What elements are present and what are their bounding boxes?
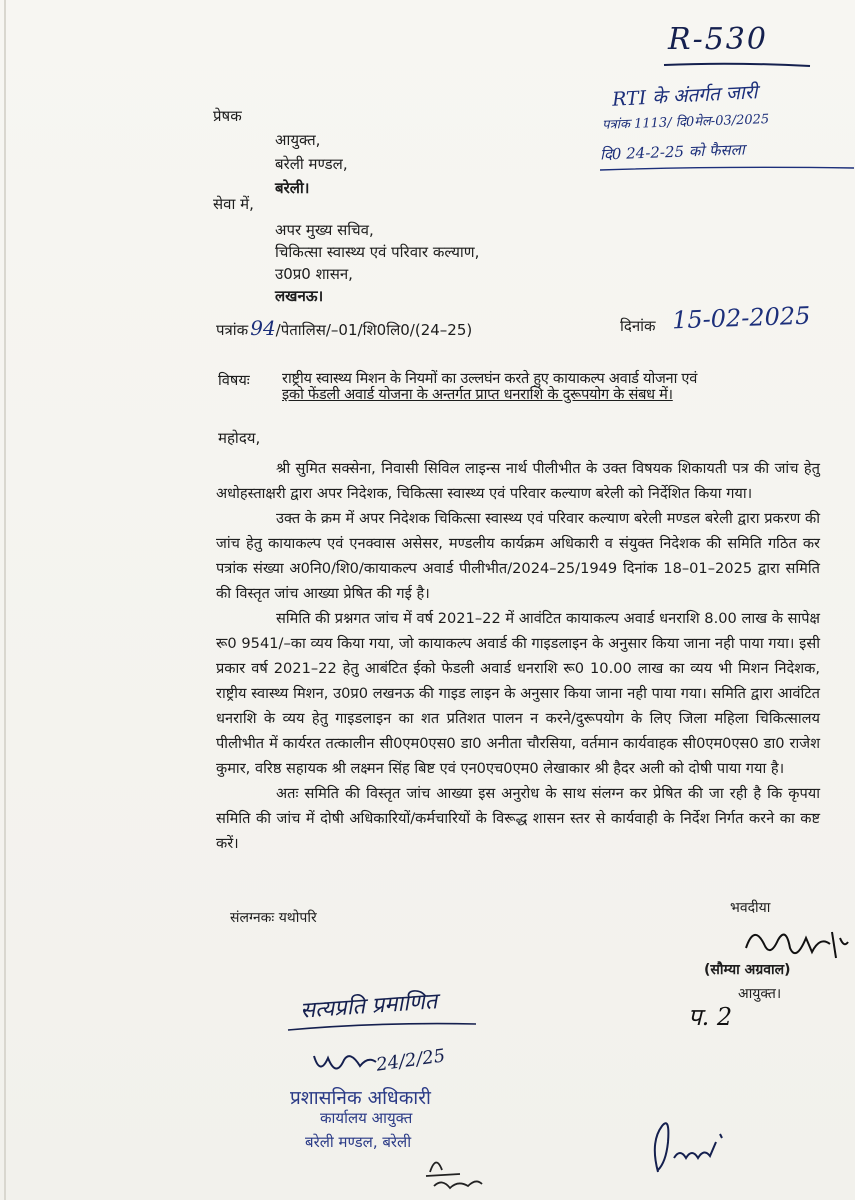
sender-line-2: बरेली मण्डल,: [275, 155, 348, 173]
body-paragraph-4: अतः समिति की विस्तृत जांच आख्या इस अनुरोध के साथ संलग्न कर प्रेषित की जा रही है कि कृपया समिति की जांच में दोषी अधिकारियों/कर्मचारियों के विरूद्ध शासन स्तर से कार्यवाही के निर्देश निर्गत करने का कष्ट करें।: [216, 785, 820, 852]
recipient-line-1: अपर मुख्य सचिव,: [275, 221, 374, 239]
signatory-name: (सौम्या अग्रवाल): [704, 962, 791, 978]
page-edge: [4, 0, 6, 1200]
ref-number-line: [216, 318, 472, 340]
reference-underline: [662, 60, 812, 70]
rti-note-line1: RTI के अंतर्गत जारी: [611, 81, 758, 111]
office-stamp-line2: कार्यालय आयुक्त: [320, 1109, 413, 1127]
ref-number-printed: /पेतालिस/–01/शि0लि0/(24–25): [275, 321, 473, 339]
sender-line-3: बरेली।: [275, 179, 310, 197]
closing: भवदीया: [730, 900, 771, 916]
salutation: महोदय,: [218, 429, 261, 447]
handwritten-initial-date: 24/2/25: [374, 1045, 447, 1076]
office-stamp-line3: बरेली मण्डल, बरेली: [305, 1133, 412, 1151]
true-copy-attestation: सत्यप्रति प्रमाणित: [299, 989, 439, 1024]
bottom-initial: [420, 1152, 490, 1198]
body-paragraph-1: श्री सुमित सक्सेना, निवासी सिविल लाइन्स नार्थ पीलीभीत के उक्त विषयक शिकायती पत्र की जांच हेतु अधोहस्ताक्षरी द्वारा अपर निदेशक, चिकित्सा स्वास्थ्य एवं परिवार कल्याण बरेली को निर्देशित किया गया।: [216, 460, 820, 502]
handwritten-date: 15-02-2025: [671, 301, 811, 335]
handwritten-ref-number: 94: [250, 316, 276, 340]
sender-label: प्रेषक: [213, 107, 242, 125]
recipient-line-4: लखनऊ।: [275, 287, 324, 305]
subject-line-1: राष्ट्रीय स्वास्थ्य मिशन के नियमों का उल्लघंन करते हुए कायाकल्प अवार्ड योजना एवं: [282, 370, 698, 387]
to-label: सेवा में,: [213, 195, 254, 213]
rti-note-line3: दि0 24-2-25 को फैसला: [599, 140, 745, 164]
subject-label: विषयः: [218, 372, 250, 389]
sender-line-1: आयुक्त,: [275, 131, 321, 149]
handwritten-page-mark: प. 2: [688, 1003, 733, 1031]
letter-body: [216, 456, 820, 856]
signatory-title: आयुक्त।: [738, 986, 782, 1002]
subject-line-2: इको फेंडली अवार्ड योजना के अन्तर्गत प्राप्त धनराशि के दुरूपयोग के संबध में।: [282, 386, 673, 403]
handwritten-reference: R-530: [668, 22, 768, 57]
body-paragraph-2: उक्त के क्रम में अपर निदेशक चिकित्सा स्वास्थ्य एवं परिवार कल्याण बरेली मण्डल बरेली द्वारा प्रकरण की जांच हेतु कायाकल्प एवं एनक्वास असेसर, मण्डलीय कार्यक्रम अधिकारी व संयुक्त निदेशक की समिति गठित कर पत्रांक संख्या अ0नि0/शि0/कायाकल्प अवार्ड पीलीभीत/2024–25/1949 दिनांक 18–01–2025 द्वारा समिति की विस्तृत जांच आख्या प्रेषित की गई है।: [216, 510, 820, 602]
date-label: दिनांक: [620, 317, 656, 335]
body-paragraph-3: समिति की प्रश्नगत जांच में वर्ष 2021–22 में आवंटित कायाकल्प अवार्ड धनराशि 8.00 लाख के सापेक्ष रू0 9541/–का व्यय किया गया, जो कायाकल्प अवार्ड की गाइडलाइन के अनुसार किया जाना नही पाया गया। इसी प्रकार वर्ष 2021–22 हेतु आबंटित ईको फेडली अवार्ड धनराशि रू0 10.00 लाख का व्यय भी मिशन निदेशक, राष्ट्रीय स्वास्थ्य मिशन, उ0प्र0 लखनऊ की गाइड लाइन के अनुसार किया जाना नही पाया गया। समिति द्वारा आवंटित धनराशि के व्यय हेतु गाइडलाइन का शत प्रतिशत पालन न करने/दुरूपयोग के लिए जिला महिला चिकित्सालय पीलीभीत में कार्यरत तत्कालीन सी0एम0एस0 डा0 अनीता चौरसिया, वर्तमान कार्यवाहक सी0एम0एस0 डा0 राजेश कुमार, वरिष्ठ सहायक श्री लक्ष्मन सिंह बिष्ट एवं एन0एच0एम0 लेखाकार श्री हैदर अली को दोषी पाया गया है।: [216, 610, 820, 777]
enclosure-note: संलग्नकः यथोपरि: [230, 910, 317, 926]
bottom-right-signature: [640, 1112, 730, 1182]
rti-note-line2: पत्रांक 1113/ दि0मेल-03/2025: [601, 112, 770, 133]
officer-initials: [310, 1046, 380, 1086]
true-copy-underline: [288, 1022, 478, 1032]
ref-prefix: पत्रांक: [216, 321, 249, 339]
recipient-line-2: चिकित्सा स्वास्थ्य एवं परिवार कल्याण,: [275, 243, 480, 261]
recipient-line-3: उ0प्र0 शासन,: [275, 265, 353, 283]
office-stamp-line1: प्रशासनिक अधिकारी: [290, 1087, 431, 1109]
rti-note-underline: [600, 164, 855, 174]
